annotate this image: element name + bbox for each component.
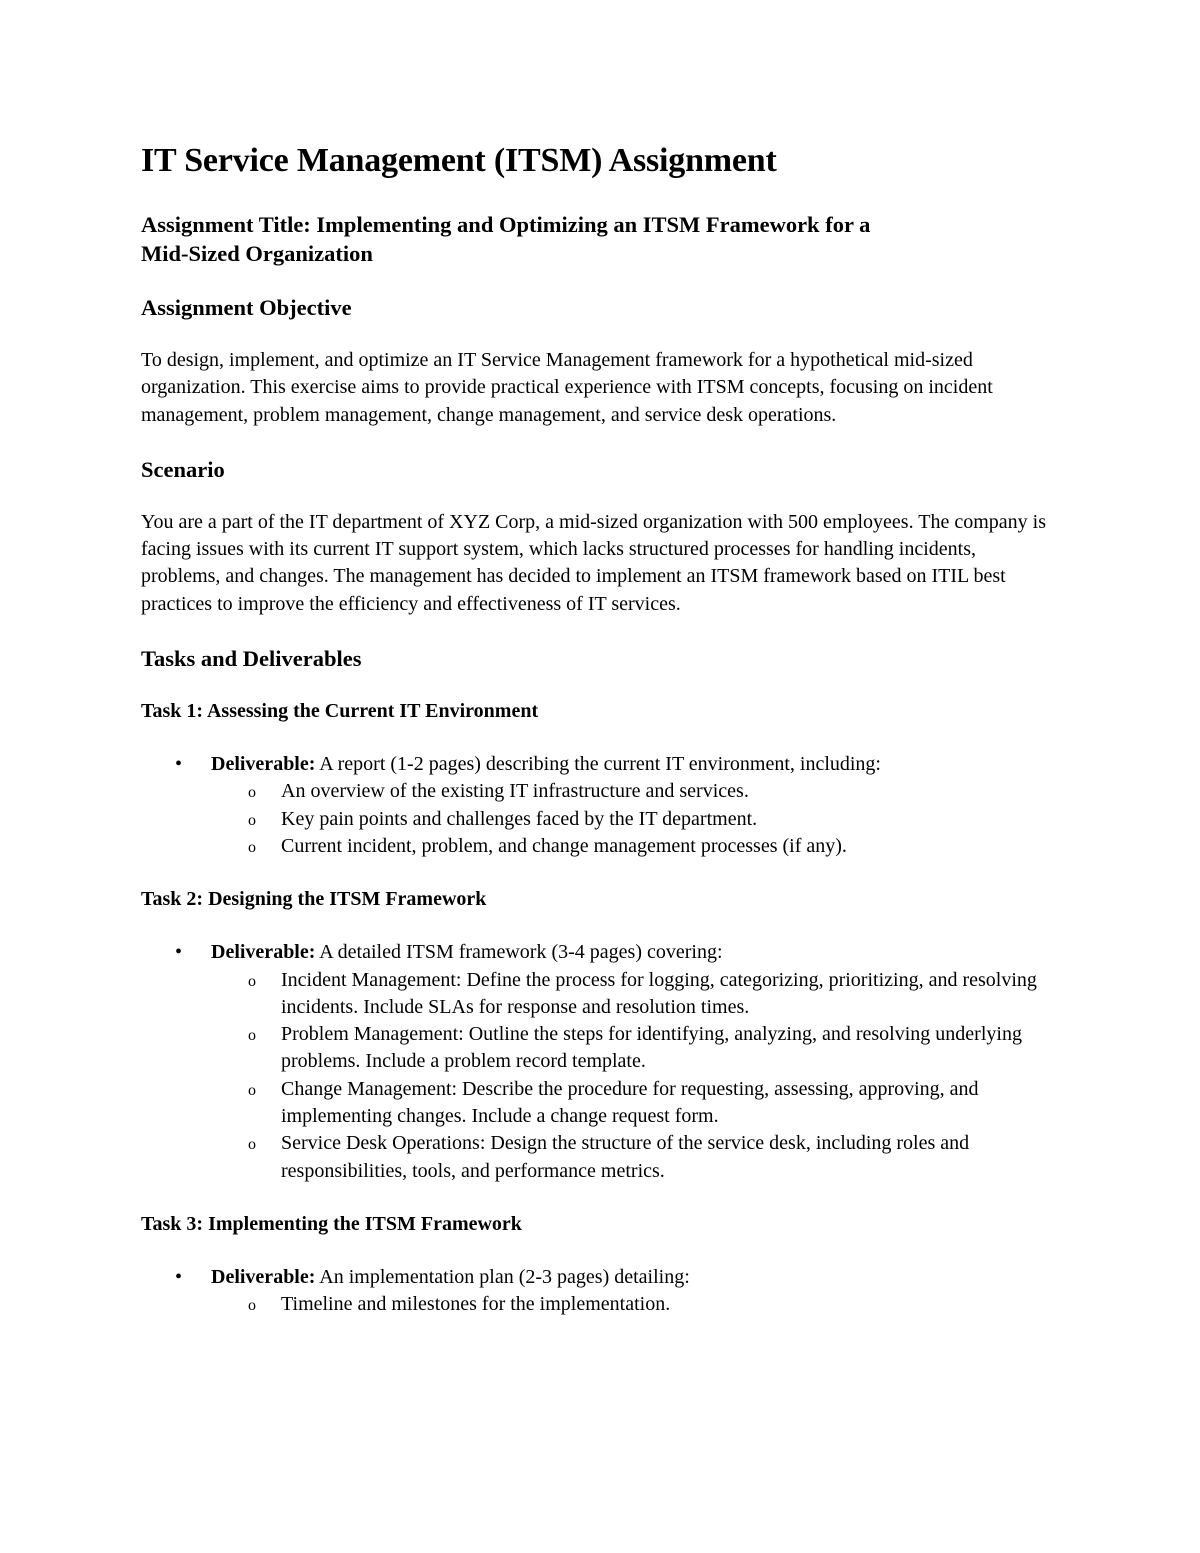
task-2-deliverable (141, 939, 1061, 1185)
assignment-title (141, 210, 1061, 268)
sub-bullet-icon: o (248, 784, 256, 802)
bullet-icon: • (175, 941, 183, 964)
document-page (141, 138, 1061, 1345)
task-1-deliverables (141, 751, 1061, 860)
list-item-text: Timeline and milestones for the implementation. (281, 1293, 671, 1316)
sub-bullet-icon: o (248, 811, 256, 829)
sub-bullet-icon: o (248, 1297, 256, 1315)
task-3-deliverables (141, 1264, 1061, 1319)
deliverable-text: An implementation plan (2-3 pages) detailing: (315, 1265, 690, 1288)
sub-bullet-icon: o (248, 838, 256, 856)
list-item (141, 778, 1061, 805)
scenario-paragraph: You are a part of the IT department of XYZ Corp, a mid-sized organization with 500 employees. The company is facing issues with its current IT support system, which lacks structured processes for handling incidents, problems, and changes. The management has decided to implement an ITSM framework based on ITIL best practices to improve the efficiency and effectiveness of IT services. (141, 510, 1046, 615)
list-item-text: Service Desk Operations: Design the structure of the service desk, including roles and responsibilities, tools, and performance metrics. (281, 1132, 970, 1182)
task-1-subitems (141, 778, 1061, 860)
list-item-text: Key pain points and challenges faced by the IT department. (281, 807, 758, 830)
document-heading: IT Service Management (ITSM) Assignment (141, 142, 777, 179)
scenario-heading: Scenario (141, 456, 225, 482)
task-1-deliverable (141, 751, 1061, 860)
assignment-title-line-2: Mid-Sized Organization (141, 241, 373, 266)
list-item-text: Current incident, problem, and change management processes (if any). (281, 834, 847, 857)
task-3-deliverable (141, 1264, 1061, 1319)
sub-bullet-icon: o (248, 972, 256, 990)
list-item (141, 833, 1061, 860)
assignment-title-line-1: Assignment Title: Implementing and Optimizing an ITSM Framework for a (141, 212, 871, 237)
task-2-deliverables (141, 939, 1061, 1185)
task-1-title: Task 1: Assessing the Current IT Environment (141, 700, 539, 723)
list-item-text: Problem Management: Outline the steps for identifying, analyzing, and resolving underlying problems. Include a problem record template. (281, 1023, 1022, 1073)
deliverable-text: A detailed ITSM framework (3-4 pages) covering: (315, 941, 723, 964)
sub-bullet-icon: o (248, 1136, 256, 1154)
tasks-heading: Tasks and Deliverables (141, 646, 362, 672)
task-3-title: Task 3: Implementing the ITSM Framework (141, 1212, 522, 1235)
deliverable-label: Deliverable: (211, 1265, 316, 1288)
list-item (141, 806, 1061, 833)
bullet-icon: • (175, 753, 183, 776)
sub-bullet-icon: o (248, 1081, 256, 1099)
list-item (141, 967, 1061, 1022)
task-2-title: Task 2: Designing the ITSM Framework (141, 888, 487, 911)
deliverable-text: A report (1-2 pages) describing the current IT environment, including: (315, 753, 881, 776)
deliverable-label: Deliverable: (211, 941, 316, 964)
list-item (141, 1076, 1061, 1131)
objective-paragraph: To design, implement, and optimize an IT Service Management framework for a hypothetical mid-sized organization. This exercise aims to provide practical experience with ITSM concepts, focusing on incident management, problem management, change management, and service desk operations. (141, 349, 993, 426)
deliverable-label: Deliverable: (211, 753, 316, 776)
task-3-subitems (141, 1291, 1061, 1318)
bullet-icon: • (175, 1265, 183, 1288)
list-item (141, 1021, 1061, 1076)
list-item (141, 1130, 1061, 1185)
task-2-subitems (141, 967, 1061, 1185)
objective-heading: Assignment Objective (141, 295, 352, 320)
list-item (141, 1291, 1061, 1318)
list-item-text: Incident Management: Define the process for logging, categorizing, prioritizing, and resolving incidents. Include SLAs for response and resolution times. (281, 968, 1037, 1018)
list-item-text: Change Management: Describe the procedure for requesting, assessing, approving, and implementing changes. Include a change request form. (281, 1077, 979, 1128)
sub-bullet-icon: o (248, 1027, 256, 1045)
list-item-text: An overview of the existing IT infrastructure and services. (281, 780, 749, 803)
